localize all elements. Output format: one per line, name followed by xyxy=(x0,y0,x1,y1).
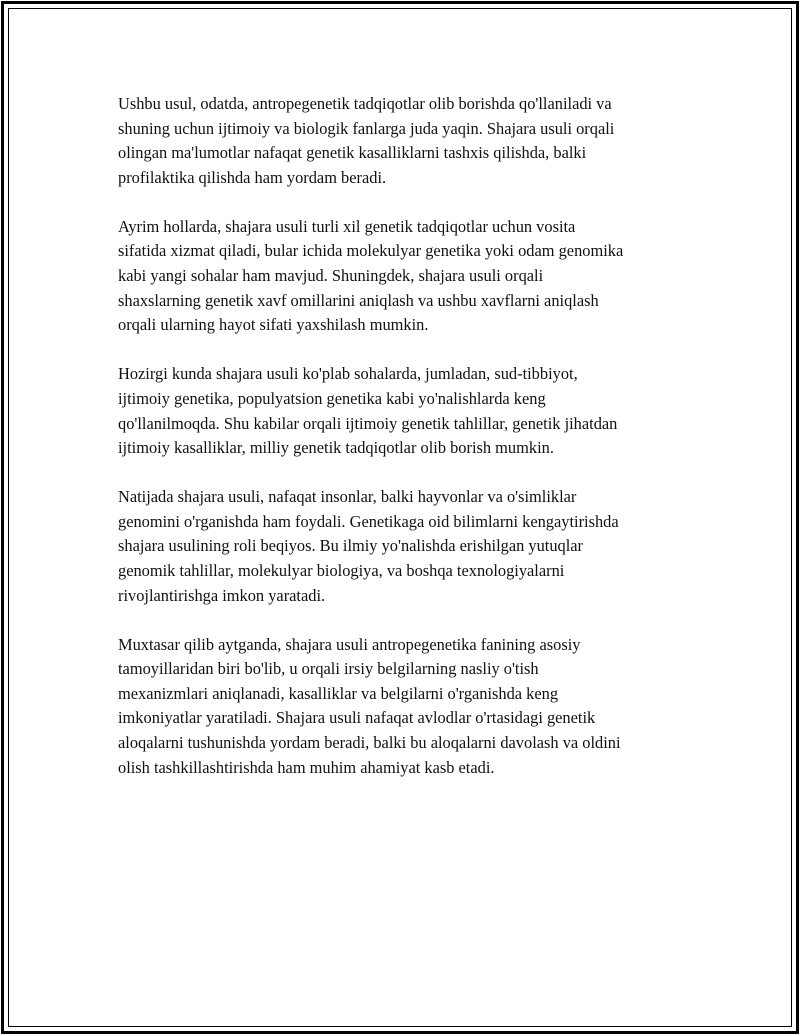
text-line: shuning uchun ijtimoiy va biologik fanlarga juda yaqin. Shajara usuli orqali xyxy=(118,118,615,138)
text-line: profilaktika qilishda ham yordam beradi. xyxy=(118,167,387,187)
text-line: imkoniyatlar yaratiladi. Shajara usuli nafaqat avlodlar o'rtasidagi genetik xyxy=(118,708,596,728)
text-line: qo'llanilmoqda. Shu kabilar orqali ijtimoiy genetik tahlillar, genetik jihatdan xyxy=(118,413,618,433)
text-line: aloqalarni tushunishda yordam beradi, balki bu aloqalarni davolash va oldini xyxy=(118,733,621,753)
text-line: genomik tahlillar, molekulyar biologiya, va boshqa texnologiyalarni xyxy=(118,561,565,580)
paragraph-3 xyxy=(118,362,698,460)
paragraph-5 xyxy=(118,633,698,781)
document-body xyxy=(118,92,698,805)
text-line: olingan ma'lumotlar nafaqat genetik kasalliklarni tashxis qilishda, balki xyxy=(118,143,587,163)
text-line: orqali ularning hayot sifati yaxshilash mumkin. xyxy=(118,315,429,335)
text-line: sifatida xizmat qiladi, bular ichida molekulyar genetika yoki odam genomika xyxy=(118,241,624,261)
text-line: Muxtasar qilib aytganda, shajara usuli antropegenetika fanining asosiy xyxy=(118,634,581,654)
paragraph-2 xyxy=(118,215,698,338)
text-line: shaxslarning genetik xavf omillarini aniqlash va ushbu xavflarni aniqlash xyxy=(118,290,599,310)
paragraph-1 xyxy=(118,92,698,190)
text-line: rivojlantirishga imkon yaratadi. xyxy=(118,585,326,605)
paragraph-4 xyxy=(118,485,698,608)
text-line: shajara usulining roli beqiyos. Bu ilmiy yo'nalishda erishilgan yutuqlar xyxy=(118,536,584,556)
text-line: mexanizmlari aniqlanadi, kasalliklar va belgilarni o'rganishda keng xyxy=(118,683,559,703)
text-line: ijtimoiy kasalliklar, milliy genetik tadqiqotlar olib borish mumkin. xyxy=(118,438,554,458)
text-line: Hozirgi kunda shajara usuli ko'plab sohalarda, jumladan, sud-tibbiyot, xyxy=(118,364,578,384)
text-line: Natijada shajara usuli, nafaqat insonlar, balki hayvonlar va o'simliklar xyxy=(118,487,577,507)
text-line: genomini o'rganishda ham foydali. Genetikaga oid bilimlarni kengaytirishda xyxy=(118,511,619,531)
text-line: Ayrim hollarda, shajara usuli turli xil genetik tadqiqotlar uchun vosita xyxy=(118,216,576,236)
text-line: ijtimoiy genetika, populyatsion genetika kabi yo'nalishlarda keng xyxy=(118,388,546,408)
text-line: kabi yangi sohalar ham mavjud. Shuningdek, shajara usuli orqali xyxy=(118,266,544,286)
text-line: olish tashkillashtirishda ham muhim ahamiyat kasb etadi. xyxy=(118,757,495,777)
text-line: tamoyillaridan biri bo'lib, u orqali irsiy belgilarning nasliy o'tish xyxy=(118,659,539,679)
text-line: Ushbu usul, odatda, antropegenetik tadqiqotlar olib borishda qo'llaniladi va xyxy=(118,94,612,113)
